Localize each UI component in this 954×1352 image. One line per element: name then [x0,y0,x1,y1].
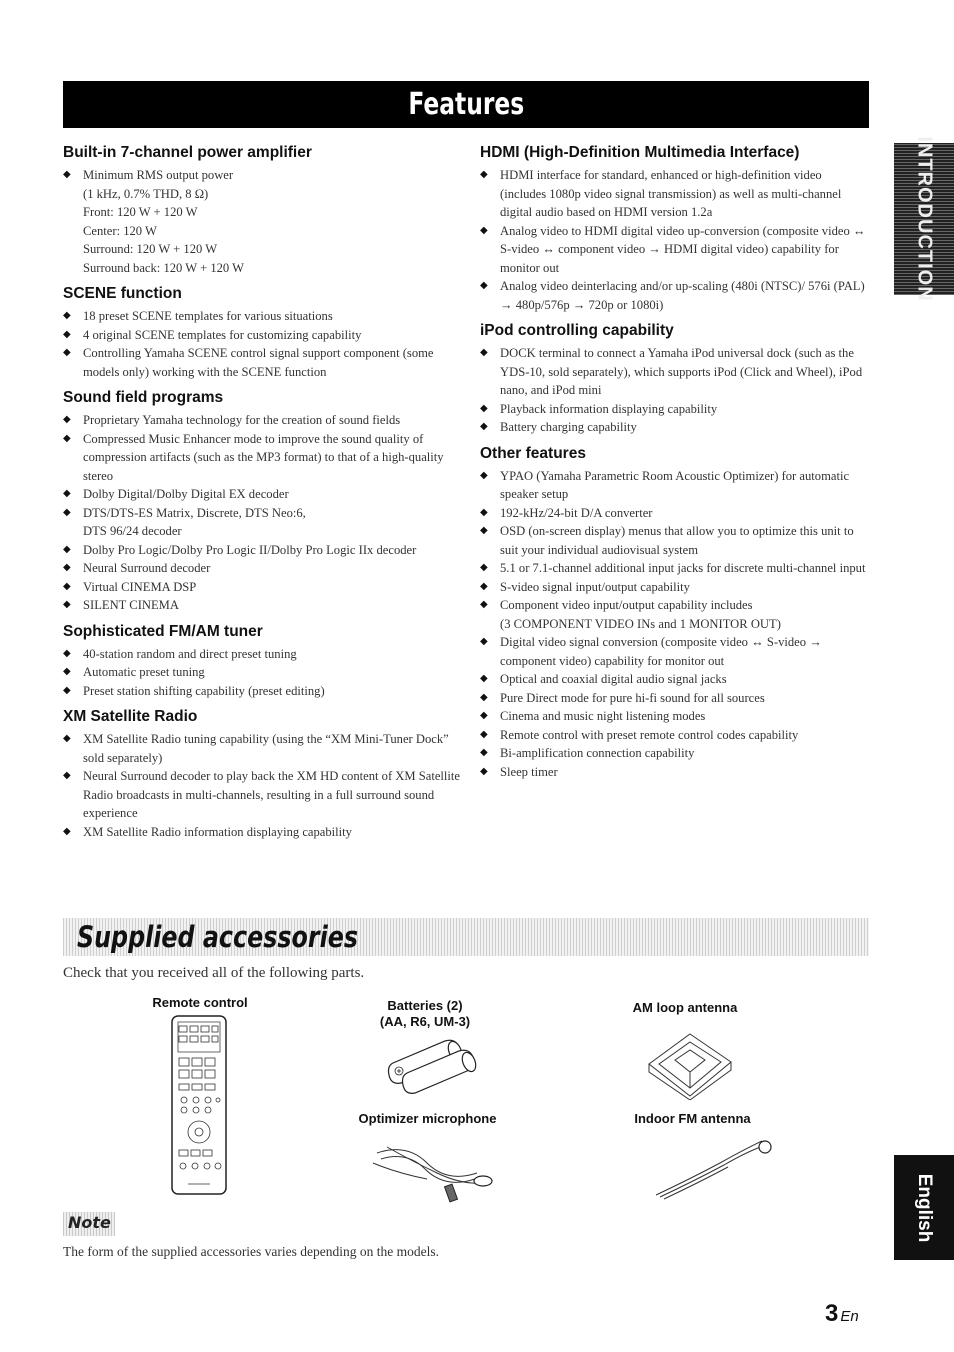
feature-item [480,633,870,670]
indoor-fm-antenna-label: Indoor FM antenna [634,1111,751,1126]
feature-item-text: ◆ Controlling Yamaha SCENE control signal support component (some models only) working with the SCENE function [83,346,434,379]
feature-item-text: ◆ Analog video to HDMI digital video up-conversion (composite video ↔ S-video ↔ component video → HDMI digital video) capability for monitor out [500,223,866,275]
feature-item-text: ◆ Dolby Pro Logic/Dolby Pro Logic II/Dolby Pro Logic IIx decoder [83,542,417,557]
feature-item-text: ◆ DOCK terminal to connect a Yamaha iPod universal dock (such as the YDS-10, sold separately), which supports iPod (Click and Wheel), iPod nano, and iPod mini [500,346,863,397]
feature-item [63,663,463,682]
feature-item [63,578,463,597]
feature-item [480,166,870,222]
feature-item [63,823,463,842]
feature-item-text: ◆ SILENT CINEMA [83,598,179,612]
feature-item-text: ◆ Neural Surround decoder to play back the XM HD content of XM Satellite Radio broadcasts in multi-channels, resulting in a full surround sound experience [83,769,461,820]
feature-list [480,344,870,437]
feature-item [480,744,870,763]
feature-item-text: ◆ HDMI interface for standard, enhanced or high-definition video (includes 1080p video signal transmission) as well as multi-channel digital audio based on HDMI version 1.2a [500,168,842,219]
feature-item-text: ◆ Proprietary Yamaha technology for the creation of sound fields [83,413,401,427]
feature-item-text: DTS 96/24 decoder [83,524,182,538]
feature-item-text: Surround back: 120 W + 120 W [83,260,245,275]
section-heading: HDMI (High-Definition Multimedia Interface) [480,144,800,161]
feature-item [480,400,870,419]
supplied-accessories-banner [63,918,869,956]
features-title: Features [408,87,524,122]
feature-item-text: ◆ Dolby Digital/Dolby Digital EX decoder [83,487,289,501]
feature-list [480,467,870,782]
feature-list [63,730,463,841]
feature-item-text: ◆ Playback information displaying capability [500,401,718,416]
section-heading: XM Satellite Radio [63,708,198,725]
feature-item-text: (3 COMPONENT VIDEO INs and 1 MONITOR OUT) [500,616,781,631]
feature-item-text: ◆ Component video input/output capability includes [500,598,753,612]
feature-item [63,166,463,277]
feature-item-text: ◆ Remote control with preset remote control codes capability [500,727,799,742]
feature-item [480,596,870,633]
feature-item [63,559,463,578]
feature-item [480,559,870,578]
section-heading: Sound field programs [63,389,224,406]
feature-item [480,344,870,400]
feature-item [480,467,870,504]
remote-control-image [170,1014,228,1196]
page-number [825,1300,859,1328]
english-tab [894,1155,954,1260]
indoor-fm-antenna-image [650,1135,775,1200]
feature-list [480,166,870,314]
feature-item-text: ◆ Sleep timer [500,764,558,779]
feature-item-text: ◆ 40-station random and direct preset tuning [83,646,297,661]
feature-item-text: ◆ Cinema and music night listening modes [500,709,706,723]
feature-item [480,670,870,689]
feature-item [63,485,463,504]
feature-item-text: ◆ Analog video deinterlacing and/or up-scaling (480i (NTSC)/ 576i (PAL) → 480p/576p → 720p or 1080i) [500,279,865,312]
feature-item-text: ◆ Preset station shifting capability (preset editing) [83,683,325,698]
feature-item [63,326,463,345]
feature-item [63,767,463,823]
page-number-suffix: En [840,1308,859,1325]
feature-item [63,411,463,430]
section-heading: iPod controlling capability [480,322,674,339]
feature-item-text: ◆ YPAO (Yamaha Parametric Room Acoustic Optimizer) for automatic speaker setup [500,468,850,501]
feature-item [63,541,463,560]
batteries-image [385,1035,485,1095]
feature-item-text: ◆ Minimum RMS output power [83,168,234,182]
feature-item [480,707,870,726]
feature-list [63,166,463,277]
section-heading: Other features [480,444,586,462]
feature-item-text: ◆ Bi-amplification connection capability [500,746,695,760]
english-tab-label: English [914,1173,935,1242]
feature-list [63,307,463,381]
feature-item [63,730,463,767]
feature-item-text: Surround: 120 W + 120 W [83,242,218,256]
feature-item-text: ◆ 192-kHz/24-bit D/A converter [500,505,653,520]
right-column [480,143,870,788]
feature-item-text: Center: 120 W [83,223,157,238]
feature-item-text: ◆ S-video signal input/output capability [500,579,690,594]
optimizer-microphone-image [367,1133,497,1203]
feature-item [480,222,870,278]
feature-item [480,418,870,437]
feature-item [63,344,463,381]
feature-item [480,578,870,597]
note-badge [63,1212,115,1236]
am-loop-antenna-label: AM loop antenna [632,1000,738,1015]
feature-item-text: ◆ 18 preset SCENE templates for various situations [83,309,333,323]
feature-item [63,645,463,664]
am-loop-antenna-image [645,1030,735,1100]
feature-item [63,307,463,326]
feature-list [63,411,463,615]
feature-item-text: ◆ Battery charging capability [500,420,637,434]
feature-item [480,504,870,523]
feature-item-text: ◆ Neural Surround decoder [83,561,211,575]
feature-item-text: ◆ Digital video signal conversion (composite video ↔ S-video → component video) capability for monitor out [500,635,822,668]
remote-control-label: Remote control [152,995,248,1010]
introduction-tab-label: INTRODUCTION [913,136,936,302]
feature-item [63,596,463,615]
feature-item-text: ◆ Pure Direct mode for pure hi-fi sound for all sources [500,690,765,705]
feature-list [63,645,463,701]
section-heading: Sophisticated FM/AM tuner [63,622,263,640]
left-column [63,143,463,848]
feature-item [480,522,870,559]
feature-item-text: ◆ Compressed Music Enhancer mode to improve the sound quality of compression artifacts (such as the MP3 format) to that of a high-quality stereo [83,431,444,483]
introduction-tab [894,136,954,302]
feature-item [480,763,870,782]
feature-item-text: ◆ 5.1 or 7.1-channel additional input jacks for discrete multi-channel input [500,561,866,575]
feature-item [63,430,463,486]
feature-item [480,689,870,708]
feature-item-text: ◆ Optical and coaxial digital audio signal jacks [500,672,727,686]
feature-item [63,504,463,541]
feature-item-text: ◆ 4 original SCENE templates for customizing capability [83,327,362,342]
section-heading: SCENE function [63,285,182,302]
section-heading: Built-in 7-channel power amplifier [63,144,312,161]
supplied-accessories-title: Supplied accessories [77,920,359,954]
feature-item-text: (1 kHz, 0.7% THD, 8 Ω) [83,186,209,201]
optimizer-microphone-label: Optimizer microphone [358,1111,497,1126]
page-number-value: 3 [825,1300,839,1327]
features-banner [63,81,869,128]
feature-item [480,726,870,745]
feature-item [480,277,870,314]
feature-item-text: ◆ XM Satellite Radio tuning capability (using the “XM Mini-Tuner Dock” sold separately) [83,732,449,765]
feature-item-text: ◆ XM Satellite Radio information displaying capability [83,824,352,839]
batteries-label [360,998,490,1030]
feature-item [63,682,463,701]
feature-item-text: Front: 120 W + 120 W [83,205,198,219]
feature-item-text: ◆ Automatic preset tuning [83,665,205,679]
check-parts-text: Check that you received all of the following parts. [63,965,365,981]
note-label: Note [68,1213,111,1232]
feature-item-text: ◆ OSD (on-screen display) menus that allow you to optimize this unit to suit your individual audiovisual system [500,524,854,557]
feature-item-text: ◆ Virtual CINEMA DSP [83,579,197,594]
note-text: The form of the supplied accessories varies depending on the models. [63,1244,440,1259]
batteries-label-line1: Batteries (2) [387,998,463,1013]
batteries-label-line2: (AA, R6, UM-3) [379,1014,471,1029]
feature-item-text: ◆ DTS/DTS-ES Matrix, Discrete, DTS Neo:6, [83,505,306,520]
